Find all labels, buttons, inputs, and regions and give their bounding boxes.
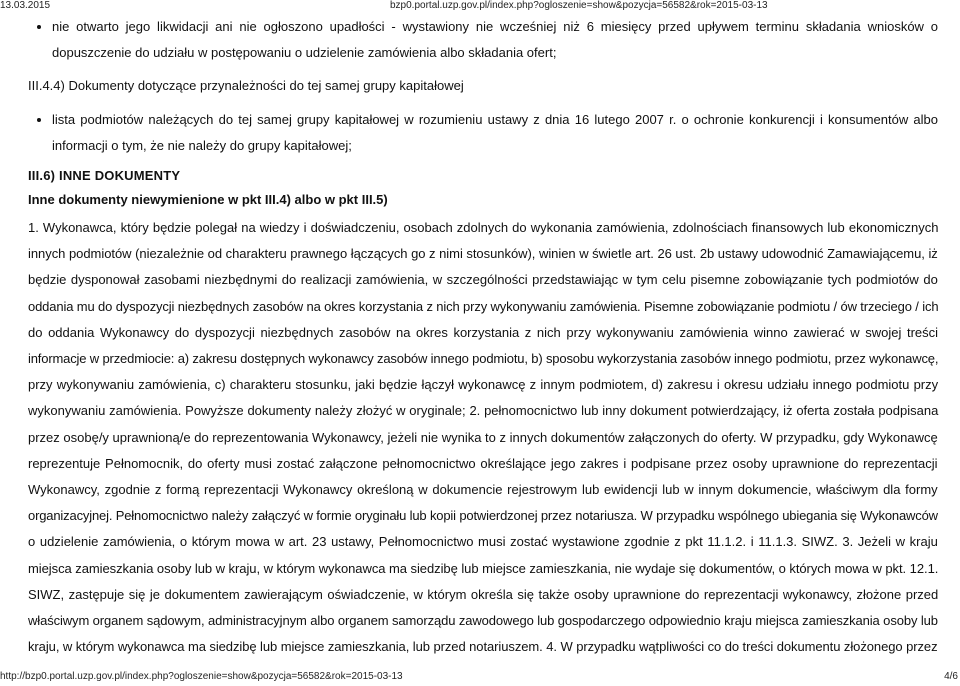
body-line: innych podmiotów (niezależnie od charakteru prawnego łączących go z nimi stosunków), winien w świetle art. 26 ust. 2b ustawy udowodnić Zamawiającemu, iż	[28, 246, 938, 262]
header-url: bzp0.portal.uzp.gov.pl/index.php?ogloszenie=show&pozycja=56582&rok=2015-03-13	[390, 0, 768, 11]
body-line: informacje w przedmiocie: a) zakresu dostępnych wykonawcy zasobów innego podmiotu, b) sposobu wykorzystania zasobów innego podmiotu, przez wykonawcę,	[28, 351, 939, 367]
print-footer	[0, 670, 960, 684]
section-subheading-other-documents: Inne dokumenty niewymienione w pkt III.4) albo w pkt III.5)	[28, 192, 388, 207]
document-content	[28, 14, 938, 660]
page-number: 4/6	[944, 671, 958, 682]
section-heading-other-documents: III.6) INNE DOKUMENTY	[28, 168, 181, 183]
body-line: przez osobę/y uprawnioną/e do reprezentowania Wykonawcy, jeżeli nie wynika to z innych dokumentów załączonych do oferty. W przypadku, gdy Wykonawcę	[28, 429, 938, 445]
body-line: oddania mu do dyspozycji niezbędnych zasobów na okres korzystania z nich przy wykonywaniu zamówienia. Pisemne zobowiązanie podmiotu / ów trzeciego / ich	[28, 298, 939, 314]
print-date: 13.03.2015	[0, 0, 51, 11]
bullet-item-not-bankrupt: nie otwarto jego likwidacji ani nie ogłoszono upadłości - wystawiony nie wcześniej niż 6 miesięcy przed upływem terminu składania wniosków o dopuszczenie do udziału w postępowaniu o udzielenie zamówienia albo składania ofert;	[28, 14, 938, 66]
body-line: o udzielenie zamówienia, o którym mowa w art. 23 ustawy, Pełnomocnictwo musi zostać wystawione zgodnie z pkt 11.1.2. i 11.1.3. SIWZ. 3. Jeżeli w kraju	[28, 534, 938, 550]
body-line: do oddania Wykonawcy do dyspozycji niezbędnych zasobów na okres korzystania z nich przy wykonywaniu zamówienia winno zawierać w swojej treści	[28, 324, 939, 340]
body-line: organizacyjnej. Pełnomocnictwo należy załączyć w formie oryginału lub kopii potwierdzonej przez notariusza. W przypadku wspólnego ubiegania się Wykonawców	[28, 508, 938, 524]
body-line: właściwym organem sądowym, administracyjnym albo organem samorządu zawodowego lub gospodarczego odpowiednio kraju miejsca zamieszkania osoby lub	[28, 613, 938, 629]
section-heading-group-documents: III.4.4) Dokumenty dotyczące przynależności do tej samej grupy kapitałowej	[28, 78, 464, 93]
body-line: przy wykonywaniu zamówienia, c) charakteru stosunku, jaki będzie łączył wykonawcę z innym podmiotem, d) zakresu i okresu udziału innego podmiotu przy	[28, 377, 939, 393]
footer-url: http://bzp0.portal.uzp.gov.pl/index.php?ogloszenie=show&pozycja=56582&rok=2015-03-13	[0, 671, 403, 682]
body-line: kraju, w którym wykonawca ma siedzibę lub miejsce zamieszkania, lub przed notariuszem. 4. W przypadku wątpliwości co do treści dokumentu złożonego przez	[28, 639, 938, 655]
body-line: wykonywaniu zamówienia. Powyższe dokumenty należy złożyć w oryginale; 2. pełnomocnictwo lub inny dokument potwierdzający, iż oferta została podpisana	[28, 403, 939, 419]
body-line: SIWZ, zastępuje się je dokumentem zawierającym oświadczenie, w którym określa się także osoby uprawnione do reprezentacji wykonawcy, złożone przed	[28, 586, 939, 602]
body-paragraph	[28, 215, 938, 660]
print-header	[0, 0, 960, 12]
bullet-item-capital-group: lista podmiotów należących do tej samej grupy kapitałowej w rozumieniu ustawy z dnia 16 lutego 2007 r. o ochronie konkurencji i konsumentów albo informacji o tym, że nie należy do grupy kapitałowej;	[28, 107, 938, 159]
body-line: miejsca zamieszkania osoby lub w kraju, w którym wykonawca ma siedzibę lub miejsce zamieszkania, nie wydaje się dokumentów, o których mowa w pkt. 12.1.	[28, 560, 939, 576]
body-line: będzie dysponował zasobami niezbędnymi do realizacji zamówienia, w szczególności przedstawiając w tym celu pisemne zobowiązanie tych podmiotów do	[28, 272, 938, 288]
body-line: 1. Wykonawca, który będzie polegał na wiedzy i doświadczeniu, osobach zdolnych do wykonania zamówienia, zdolnościach finansowych lub ekonomicznych	[28, 220, 939, 235]
body-line: reprezentuje Pełnomocnik, do oferty musi zostać załączone pełnomocnictwo określające jego zakres i podpisane przez osoby uprawnione do reprezentacji	[28, 455, 938, 471]
body-line: Wykonawcy, zgodnie z formą reprezentacji Wykonawcy określoną w dokumencie rejestrowym lub ewidencji lub w innym dokumencie, właściwym dla formy	[28, 482, 938, 498]
